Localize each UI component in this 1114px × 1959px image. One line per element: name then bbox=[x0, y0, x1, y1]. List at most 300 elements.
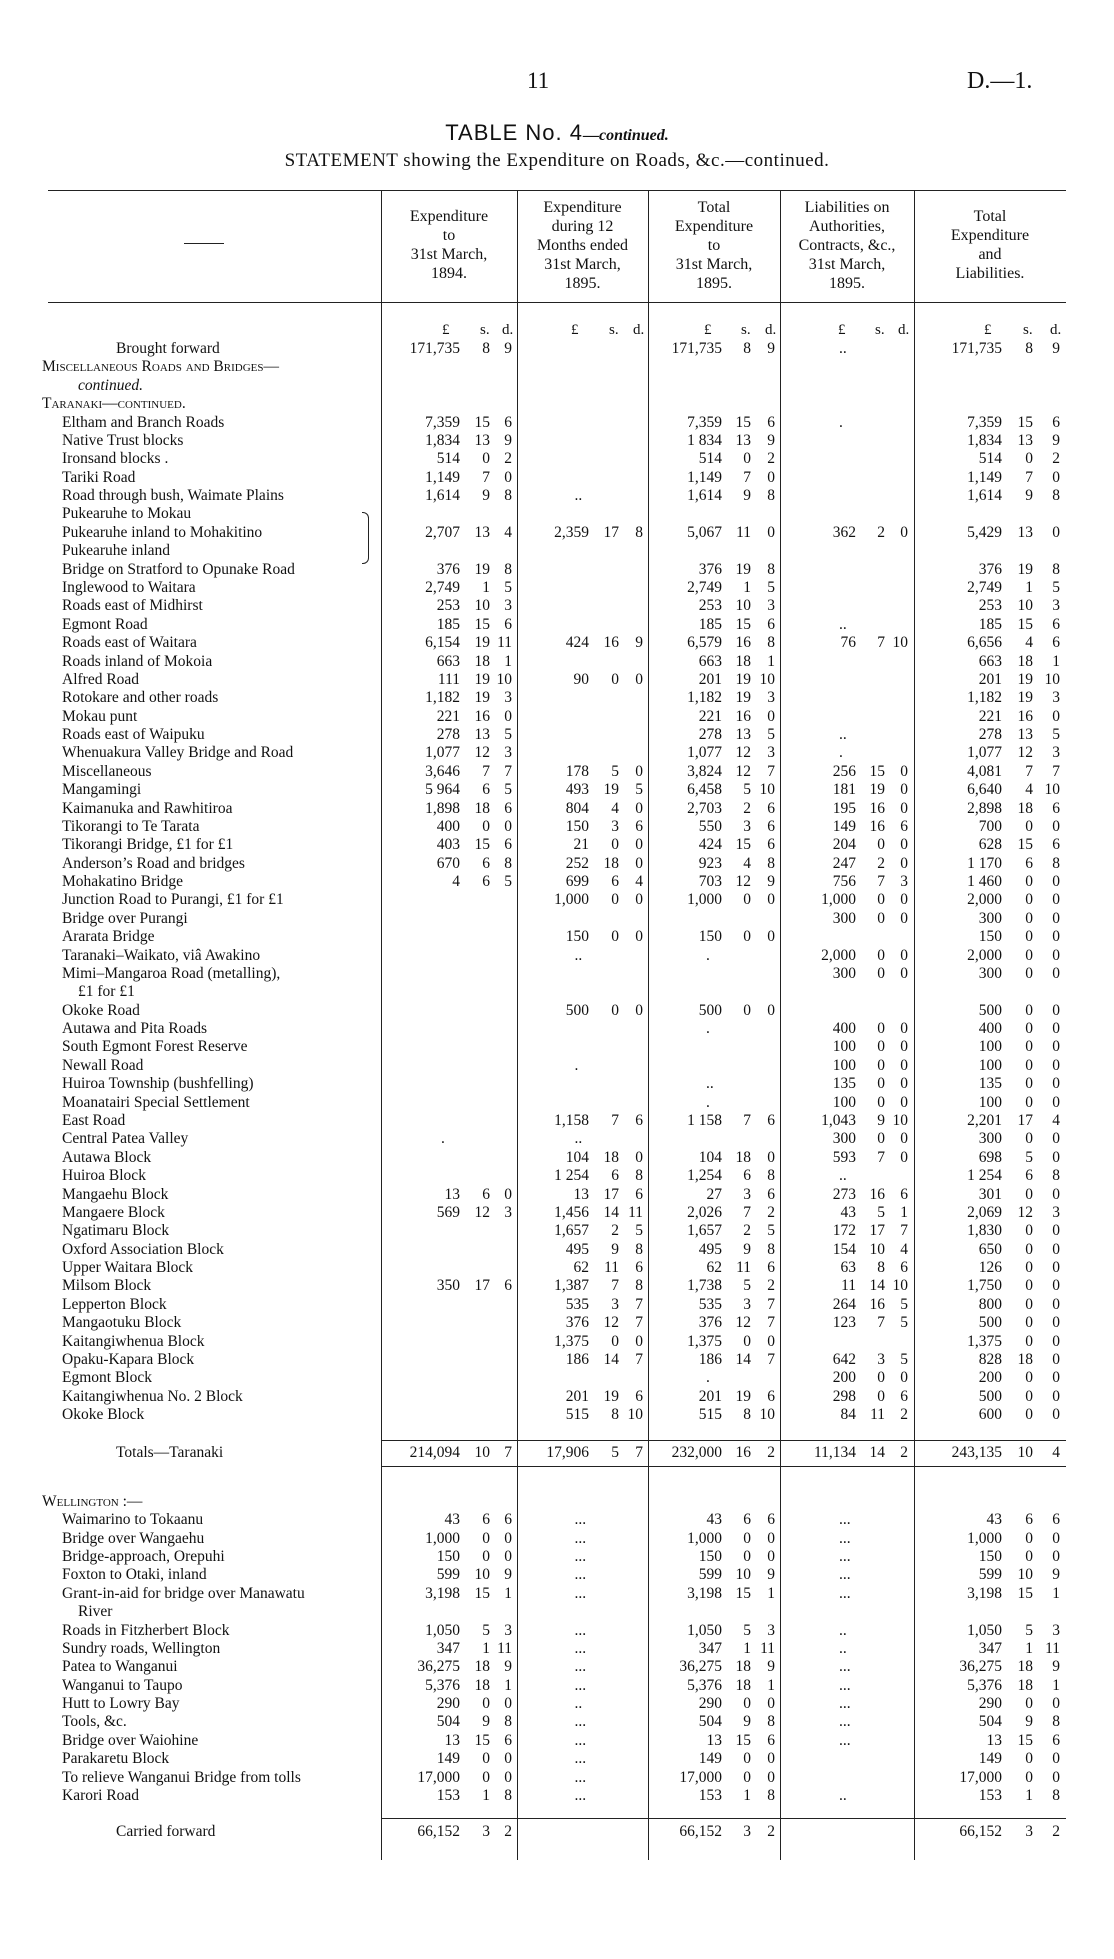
pounds-value: 172 bbox=[832, 1222, 856, 1240]
pounds-value: 1,254 bbox=[687, 1167, 722, 1185]
shillings-value: 14 bbox=[735, 1350, 751, 1368]
pence-value: 1 bbox=[1052, 1584, 1060, 1602]
pence-value: 0 bbox=[635, 1148, 643, 1166]
pounds-value: 278 bbox=[436, 726, 460, 743]
row-label: Mangaehu Block bbox=[62, 1185, 169, 1203]
money-cell bbox=[0, 1277, 1114, 1295]
table-row bbox=[0, 1222, 1114, 1240]
table-title-suffix: —continued. bbox=[582, 127, 669, 144]
shillings-value: 0 bbox=[482, 1529, 490, 1547]
column-header-line: Total bbox=[697, 198, 731, 216]
pence-value: 4 bbox=[900, 1240, 908, 1258]
row-label: continued. bbox=[78, 376, 143, 394]
pence-value: 2 bbox=[767, 1203, 775, 1221]
pounds-value: 599 bbox=[698, 1566, 722, 1584]
pounds-value: 13 bbox=[986, 1731, 1002, 1749]
pence-value: 3 bbox=[900, 873, 908, 890]
pence-value: 8 bbox=[504, 1713, 512, 1731]
pence-value: 8 bbox=[504, 487, 512, 504]
shillings-value: 19 bbox=[735, 1387, 751, 1405]
money-cell bbox=[0, 1369, 1114, 1387]
row-label: Ararata Bridge bbox=[62, 928, 155, 946]
pence-value: 5 bbox=[767, 726, 775, 743]
pence-value: 9 bbox=[1052, 1566, 1060, 1584]
pounds-value: 495 bbox=[565, 1240, 589, 1258]
shillings-value: 0 bbox=[482, 1750, 490, 1768]
pence-value: 9 bbox=[767, 1566, 775, 1584]
pence-value: 4 bbox=[504, 523, 512, 541]
row-label: Bridge over Wangaehu bbox=[62, 1529, 205, 1547]
shillings-value: 3 bbox=[1025, 1823, 1033, 1841]
money-cell bbox=[0, 910, 1114, 928]
money-cell bbox=[0, 597, 1114, 615]
pence-value: 9 bbox=[1052, 1658, 1060, 1676]
pounds-value: . bbox=[839, 744, 843, 762]
pence-value: 8 bbox=[1052, 1713, 1060, 1731]
pounds-value: 186 bbox=[698, 1350, 722, 1368]
shillings-value: 10 bbox=[735, 597, 751, 615]
pounds-value: 253 bbox=[698, 597, 722, 615]
pounds-value: ... bbox=[574, 1639, 587, 1657]
shillings-value: 0 bbox=[877, 1038, 885, 1056]
pounds-value: 3,198 bbox=[967, 1584, 1002, 1602]
table-row bbox=[0, 340, 1114, 358]
pounds-value: 1 254 bbox=[967, 1167, 1002, 1185]
money-cell bbox=[0, 1769, 1114, 1787]
pence-value: 6 bbox=[504, 1277, 512, 1295]
shillings-value: 15 bbox=[735, 836, 751, 854]
pounds-value: 376 bbox=[698, 1314, 722, 1332]
shillings-value: 6 bbox=[482, 781, 490, 799]
shillings-value: 2 bbox=[743, 1222, 751, 1240]
row-label: Wellington :— bbox=[42, 1492, 143, 1510]
pence-value: 5 bbox=[900, 1314, 908, 1332]
pounds-value: .. bbox=[839, 726, 847, 743]
shillings-value: 0 bbox=[1025, 964, 1033, 982]
pounds-value: 2,026 bbox=[687, 1203, 722, 1221]
table-row bbox=[0, 579, 1114, 597]
shillings-value: 19 bbox=[474, 634, 490, 652]
pounds-value: 149 bbox=[436, 1750, 460, 1768]
table-row bbox=[0, 910, 1114, 928]
pounds-value: 253 bbox=[436, 597, 460, 615]
pence-value: 3 bbox=[1052, 597, 1060, 615]
shillings-value: 0 bbox=[482, 450, 490, 468]
pounds-value: 111 bbox=[437, 670, 460, 688]
shillings-value: 7 bbox=[743, 1112, 751, 1129]
pence-value: 0 bbox=[1052, 964, 1060, 982]
pounds-value: 5,429 bbox=[967, 523, 1002, 541]
shillings-value: 17 bbox=[1017, 1112, 1033, 1129]
pence-value: 0 bbox=[635, 928, 643, 946]
shillings-value: 5 bbox=[611, 762, 619, 780]
row-label: Mokau punt bbox=[62, 707, 138, 725]
shillings-value: 19 bbox=[474, 689, 490, 707]
pounds-value: 6,579 bbox=[687, 634, 722, 652]
row-label: Tikorangi to Te Tarata bbox=[62, 817, 200, 835]
pounds-value: 1,000 bbox=[687, 1529, 722, 1547]
pence-value: 5 bbox=[635, 1222, 643, 1240]
pence-value: 0 bbox=[504, 468, 512, 486]
shillings-value: 10 bbox=[869, 1240, 885, 1258]
table-row bbox=[0, 1769, 1114, 1787]
shillings-value: 0 bbox=[877, 1093, 885, 1111]
pounds-value: 1,614 bbox=[967, 487, 1002, 504]
shillings-value: 18 bbox=[1017, 1658, 1033, 1676]
column-header-line: 31st March, bbox=[675, 255, 753, 273]
pence-value: 5 bbox=[767, 1222, 775, 1240]
pence-value: 2 bbox=[767, 1444, 775, 1462]
shillings-value: 0 bbox=[877, 1056, 885, 1074]
pounds-value: 1,657 bbox=[687, 1222, 722, 1240]
pounds-value: 84 bbox=[840, 1406, 856, 1423]
table-row bbox=[0, 873, 1114, 891]
pence-value: 11 bbox=[497, 634, 512, 652]
pence-value: 5 bbox=[504, 726, 512, 743]
pence-value: 11 bbox=[497, 1639, 512, 1657]
row-label: Newall Road bbox=[62, 1056, 144, 1074]
money-cell bbox=[0, 1585, 1114, 1603]
pounds-value: 252 bbox=[565, 854, 589, 872]
pounds-value: 43 bbox=[444, 1511, 460, 1529]
pounds-value: 599 bbox=[978, 1566, 1002, 1584]
table-row bbox=[0, 450, 1114, 468]
pounds-value: 1 170 bbox=[967, 854, 1002, 872]
shillings-value: 0 bbox=[482, 1768, 490, 1786]
row-label: Alfred Road bbox=[62, 670, 140, 688]
pounds-value: .. bbox=[839, 1639, 847, 1657]
pounds-value: 1,077 bbox=[425, 744, 460, 762]
pounds-value: 43 bbox=[840, 1203, 856, 1221]
pence-value: 0 bbox=[504, 1695, 512, 1712]
row-label: Autawa Block bbox=[62, 1148, 152, 1166]
money-cell bbox=[0, 579, 1114, 597]
pounds-value: . bbox=[839, 413, 843, 431]
money-cell bbox=[0, 689, 1114, 707]
shillings-value: 5 bbox=[1025, 1148, 1033, 1166]
column-header-line: Liabilities on bbox=[804, 198, 890, 216]
pounds-value: 200 bbox=[978, 1369, 1002, 1387]
pence-value: 6 bbox=[767, 1185, 775, 1203]
carried-rule bbox=[381, 1818, 1066, 1819]
row-label: Okoke Road bbox=[62, 1001, 140, 1019]
pence-value: 6 bbox=[504, 1511, 512, 1529]
pounds-value: ... bbox=[574, 1768, 587, 1786]
shillings-value: 6 bbox=[482, 873, 490, 890]
pounds-value: 2,898 bbox=[967, 799, 1002, 817]
pence-value: 3 bbox=[767, 744, 775, 762]
column-header-line: Months ended bbox=[536, 236, 629, 254]
shillings-value: 16 bbox=[603, 634, 619, 652]
shillings-value: 3 bbox=[743, 1295, 751, 1313]
pounds-value: 171,735 bbox=[671, 340, 722, 357]
pounds-value: 300 bbox=[832, 964, 856, 982]
shillings-value: 0 bbox=[1025, 1056, 1033, 1074]
shillings-value: 6 bbox=[611, 1167, 619, 1185]
pounds-value: 504 bbox=[436, 1713, 460, 1731]
pounds-value: 221 bbox=[978, 707, 1002, 725]
pence-value: 0 bbox=[900, 523, 908, 541]
pounds-value: 569 bbox=[436, 1203, 460, 1221]
pence-value: 0 bbox=[635, 836, 643, 854]
shillings-value: 6 bbox=[743, 1167, 751, 1185]
shillings-value: 16 bbox=[474, 707, 490, 725]
pounds-value: 350 bbox=[436, 1277, 460, 1295]
pence-value: 0 bbox=[1052, 909, 1060, 927]
shillings-value: 16 bbox=[869, 817, 885, 835]
pounds-value: 376 bbox=[436, 560, 460, 578]
pounds-value: 700 bbox=[978, 817, 1002, 835]
pounds-value: 1,043 bbox=[821, 1112, 856, 1129]
table-row bbox=[0, 1548, 1114, 1566]
money-cell bbox=[0, 1640, 1114, 1658]
pounds-value: 1,898 bbox=[425, 799, 460, 817]
table-row bbox=[0, 1511, 1114, 1529]
shillings-value: 0 bbox=[743, 1695, 751, 1712]
pounds-value: .. bbox=[839, 1621, 847, 1639]
pounds-value: 376 bbox=[565, 1314, 589, 1332]
table-row bbox=[0, 616, 1114, 634]
pounds-value: 21 bbox=[573, 836, 589, 854]
shillings-value: 19 bbox=[474, 560, 490, 578]
shillings-value: 0 bbox=[1025, 1369, 1033, 1387]
table-row bbox=[0, 1277, 1114, 1295]
money-cell bbox=[0, 928, 1114, 946]
shillings-value: 18 bbox=[735, 1676, 751, 1694]
pounds-value: 36,275 bbox=[959, 1658, 1002, 1676]
table-row bbox=[0, 1713, 1114, 1731]
pounds-value: 500 bbox=[698, 1001, 722, 1019]
row-label: Mangaotuku Block bbox=[62, 1314, 182, 1332]
shillings-value: 2 bbox=[877, 854, 885, 872]
pence-value: 10 bbox=[892, 634, 908, 652]
pence-value: 5 bbox=[504, 781, 512, 799]
pounds-value: ... bbox=[839, 1695, 851, 1712]
row-label: Pukearuhe inland to Mohakitino bbox=[62, 523, 263, 541]
money-cell bbox=[0, 469, 1114, 487]
shillings-value: 11 bbox=[736, 523, 751, 541]
pounds-value: 150 bbox=[698, 1547, 722, 1565]
shillings-value: 0 bbox=[1025, 928, 1033, 946]
pence-value: 6 bbox=[504, 413, 512, 431]
shillings-value: 0 bbox=[1025, 1038, 1033, 1056]
pounds-value: 1,375 bbox=[554, 1332, 589, 1350]
table-row bbox=[0, 469, 1114, 487]
money-cell bbox=[0, 1530, 1114, 1548]
row-label: Tools, &c. bbox=[62, 1713, 127, 1731]
pence-value: 1 bbox=[1052, 1676, 1060, 1694]
pence-value: 9 bbox=[767, 1658, 775, 1676]
shillings-value: 0 bbox=[482, 1695, 490, 1712]
pence-value: 0 bbox=[1052, 1332, 1060, 1350]
row-label: Upper Waitara Block bbox=[62, 1259, 194, 1276]
shillings-value: 7 bbox=[877, 873, 885, 890]
pounds-value: 1,182 bbox=[967, 689, 1002, 707]
pounds-value: 185 bbox=[436, 615, 460, 633]
shillings-value: 9 bbox=[482, 487, 490, 504]
row-label: Whenuakura Valley Bridge and Road bbox=[62, 744, 294, 762]
pounds-value: 204 bbox=[832, 836, 856, 854]
column-header bbox=[780, 195, 914, 295]
pence-value: 9 bbox=[767, 873, 775, 890]
shillings-value: 0 bbox=[1025, 1768, 1033, 1786]
shillings-value: 0 bbox=[1025, 1750, 1033, 1768]
row-label: Anderson’s Road and bridges bbox=[62, 854, 245, 872]
table-row bbox=[0, 1406, 1114, 1424]
table-row bbox=[0, 432, 1114, 450]
shillings-value: 0 bbox=[611, 1001, 619, 1019]
pence-value: 3 bbox=[504, 744, 512, 762]
money-cell bbox=[0, 1658, 1114, 1676]
pence-value: 0 bbox=[767, 1547, 775, 1565]
shillings-value: 0 bbox=[743, 1750, 751, 1768]
pounds-value: 1,738 bbox=[687, 1277, 722, 1295]
pence-value: 7 bbox=[767, 1314, 775, 1332]
pounds-value: 100 bbox=[978, 1093, 1002, 1111]
pounds-value: 1,657 bbox=[554, 1222, 589, 1240]
pounds-value: 5,376 bbox=[425, 1676, 460, 1694]
pounds-value: 2,069 bbox=[967, 1203, 1002, 1221]
table-row bbox=[0, 561, 1114, 579]
row-label: Huiroa Township (bushfelling) bbox=[62, 1075, 254, 1093]
pence-value: 0 bbox=[1052, 523, 1060, 541]
pence-value: 0 bbox=[1052, 1295, 1060, 1313]
pounds-value: ... bbox=[574, 1713, 587, 1731]
money-cell bbox=[0, 1075, 1114, 1093]
table-row bbox=[0, 891, 1114, 909]
shillings-value: 15 bbox=[869, 762, 885, 780]
shillings-value: 19 bbox=[1017, 670, 1033, 688]
pounds-value: 5,376 bbox=[687, 1676, 722, 1694]
pounds-value: ... bbox=[839, 1676, 851, 1694]
shillings-value: 10 bbox=[1017, 1444, 1033, 1462]
pence-value: 0 bbox=[1052, 1695, 1060, 1712]
pence-value: 0 bbox=[1052, 873, 1060, 890]
pounds-value: 2,000 bbox=[967, 946, 1002, 964]
shillings-value: 0 bbox=[611, 1332, 619, 1350]
shillings-value: 1 bbox=[1025, 578, 1033, 596]
pence-value: 0 bbox=[767, 1001, 775, 1019]
pence-value: 2 bbox=[767, 450, 775, 468]
pounds-value: 62 bbox=[573, 1259, 589, 1276]
pence-value: 9 bbox=[1052, 340, 1060, 357]
pounds-value: 1,614 bbox=[425, 487, 460, 504]
pence-value: 6 bbox=[504, 615, 512, 633]
pounds-value: 62 bbox=[706, 1259, 722, 1276]
pounds-value: 76 bbox=[840, 634, 856, 652]
pounds-value: 1,000 bbox=[821, 891, 856, 909]
pounds-value: 1 158 bbox=[687, 1112, 722, 1129]
pence-value: 8 bbox=[635, 1167, 643, 1185]
pence-value: 0 bbox=[900, 781, 908, 799]
pounds-value: 1,375 bbox=[967, 1332, 1002, 1350]
money-cell bbox=[0, 1677, 1114, 1695]
pence-value: 0 bbox=[1052, 946, 1060, 964]
shillings-value: 8 bbox=[743, 1406, 751, 1423]
pence-value: 0 bbox=[900, 836, 908, 854]
pounds-value: ... bbox=[574, 1786, 587, 1804]
row-label: Egmont Block bbox=[62, 1369, 152, 1387]
pounds-value: 1,000 bbox=[554, 891, 589, 909]
shillings-value: 0 bbox=[1025, 1222, 1033, 1240]
pounds-value: 150 bbox=[565, 817, 589, 835]
column-header-line: 1894. bbox=[430, 265, 467, 282]
pounds-value: 2,749 bbox=[967, 578, 1002, 596]
shillings-value: 16 bbox=[869, 1295, 885, 1313]
pounds-value: 17,000 bbox=[679, 1768, 722, 1786]
table-row bbox=[0, 377, 1114, 395]
money-cell bbox=[0, 1130, 1114, 1148]
shillings-value: 14 bbox=[869, 1444, 885, 1462]
pounds-value: 201 bbox=[698, 1387, 722, 1405]
pounds-value: . bbox=[441, 1130, 445, 1148]
pence-value: 8 bbox=[1052, 854, 1060, 872]
pounds-value: 150 bbox=[978, 1547, 1002, 1565]
pence-value: 6 bbox=[635, 817, 643, 835]
pounds-value: .. bbox=[839, 615, 847, 633]
shillings-value: 9 bbox=[482, 1713, 490, 1731]
pence-value: 6 bbox=[767, 1112, 775, 1129]
pence-value: 1 bbox=[504, 1676, 512, 1694]
shillings-value: 18 bbox=[735, 1658, 751, 1676]
pounds-value: 703 bbox=[698, 873, 722, 890]
pence-value: 0 bbox=[900, 891, 908, 909]
column-header-line: Total bbox=[973, 208, 1007, 225]
pounds-value: 347 bbox=[978, 1639, 1002, 1657]
pence-value: 0 bbox=[900, 1056, 908, 1074]
pounds-value: 27 bbox=[706, 1185, 722, 1203]
pence-value: 7 bbox=[504, 762, 512, 780]
table-row bbox=[0, 1658, 1114, 1676]
money-cell bbox=[0, 616, 1114, 634]
table-subtitle: STATEMENT showing the Expenditure on Roads, &c.—continued. bbox=[284, 150, 830, 171]
pounds-value: 698 bbox=[978, 1148, 1002, 1166]
pounds-value: 5,376 bbox=[967, 1676, 1002, 1694]
pence-value: 0 bbox=[504, 707, 512, 725]
pounds-value: . bbox=[706, 1369, 710, 1387]
shillings-value: 13 bbox=[735, 726, 751, 743]
row-label: Bridge over Waiohine bbox=[62, 1731, 199, 1749]
pounds-value: 100 bbox=[832, 1056, 856, 1074]
pence-value: 6 bbox=[900, 817, 908, 835]
shillings-value: 0 bbox=[1025, 1277, 1033, 1295]
shillings-value: 0 bbox=[1025, 909, 1033, 927]
pounds-value: 362 bbox=[832, 523, 856, 541]
pounds-value: 514 bbox=[978, 450, 1002, 468]
row-label: Opaku-Kapara Block bbox=[62, 1350, 195, 1368]
pence-value: 8 bbox=[767, 1713, 775, 1731]
money-cell bbox=[0, 1094, 1114, 1112]
pounds-value: ... bbox=[839, 1731, 851, 1749]
money-cell bbox=[0, 1713, 1114, 1731]
column-header-line: Expenditure bbox=[409, 208, 489, 225]
pence-value: 0 bbox=[1052, 1314, 1060, 1332]
table-row bbox=[0, 928, 1114, 946]
money-cell bbox=[0, 1388, 1114, 1406]
pence-value: 0 bbox=[767, 468, 775, 486]
shillings-value: 18 bbox=[1017, 1676, 1033, 1694]
shillings-value: 9 bbox=[743, 487, 751, 504]
pence-value: 0 bbox=[504, 1750, 512, 1768]
pounds-value: 756 bbox=[832, 873, 856, 890]
pence-value: 6 bbox=[1052, 1511, 1060, 1529]
row-label: Mohakatino Bridge bbox=[62, 873, 183, 890]
pence-value: 6 bbox=[1052, 1731, 1060, 1749]
pounds-value: 104 bbox=[565, 1148, 589, 1166]
pounds-value: 201 bbox=[565, 1387, 589, 1405]
pence-value: 6 bbox=[635, 1387, 643, 1405]
money-cell bbox=[0, 634, 1114, 652]
